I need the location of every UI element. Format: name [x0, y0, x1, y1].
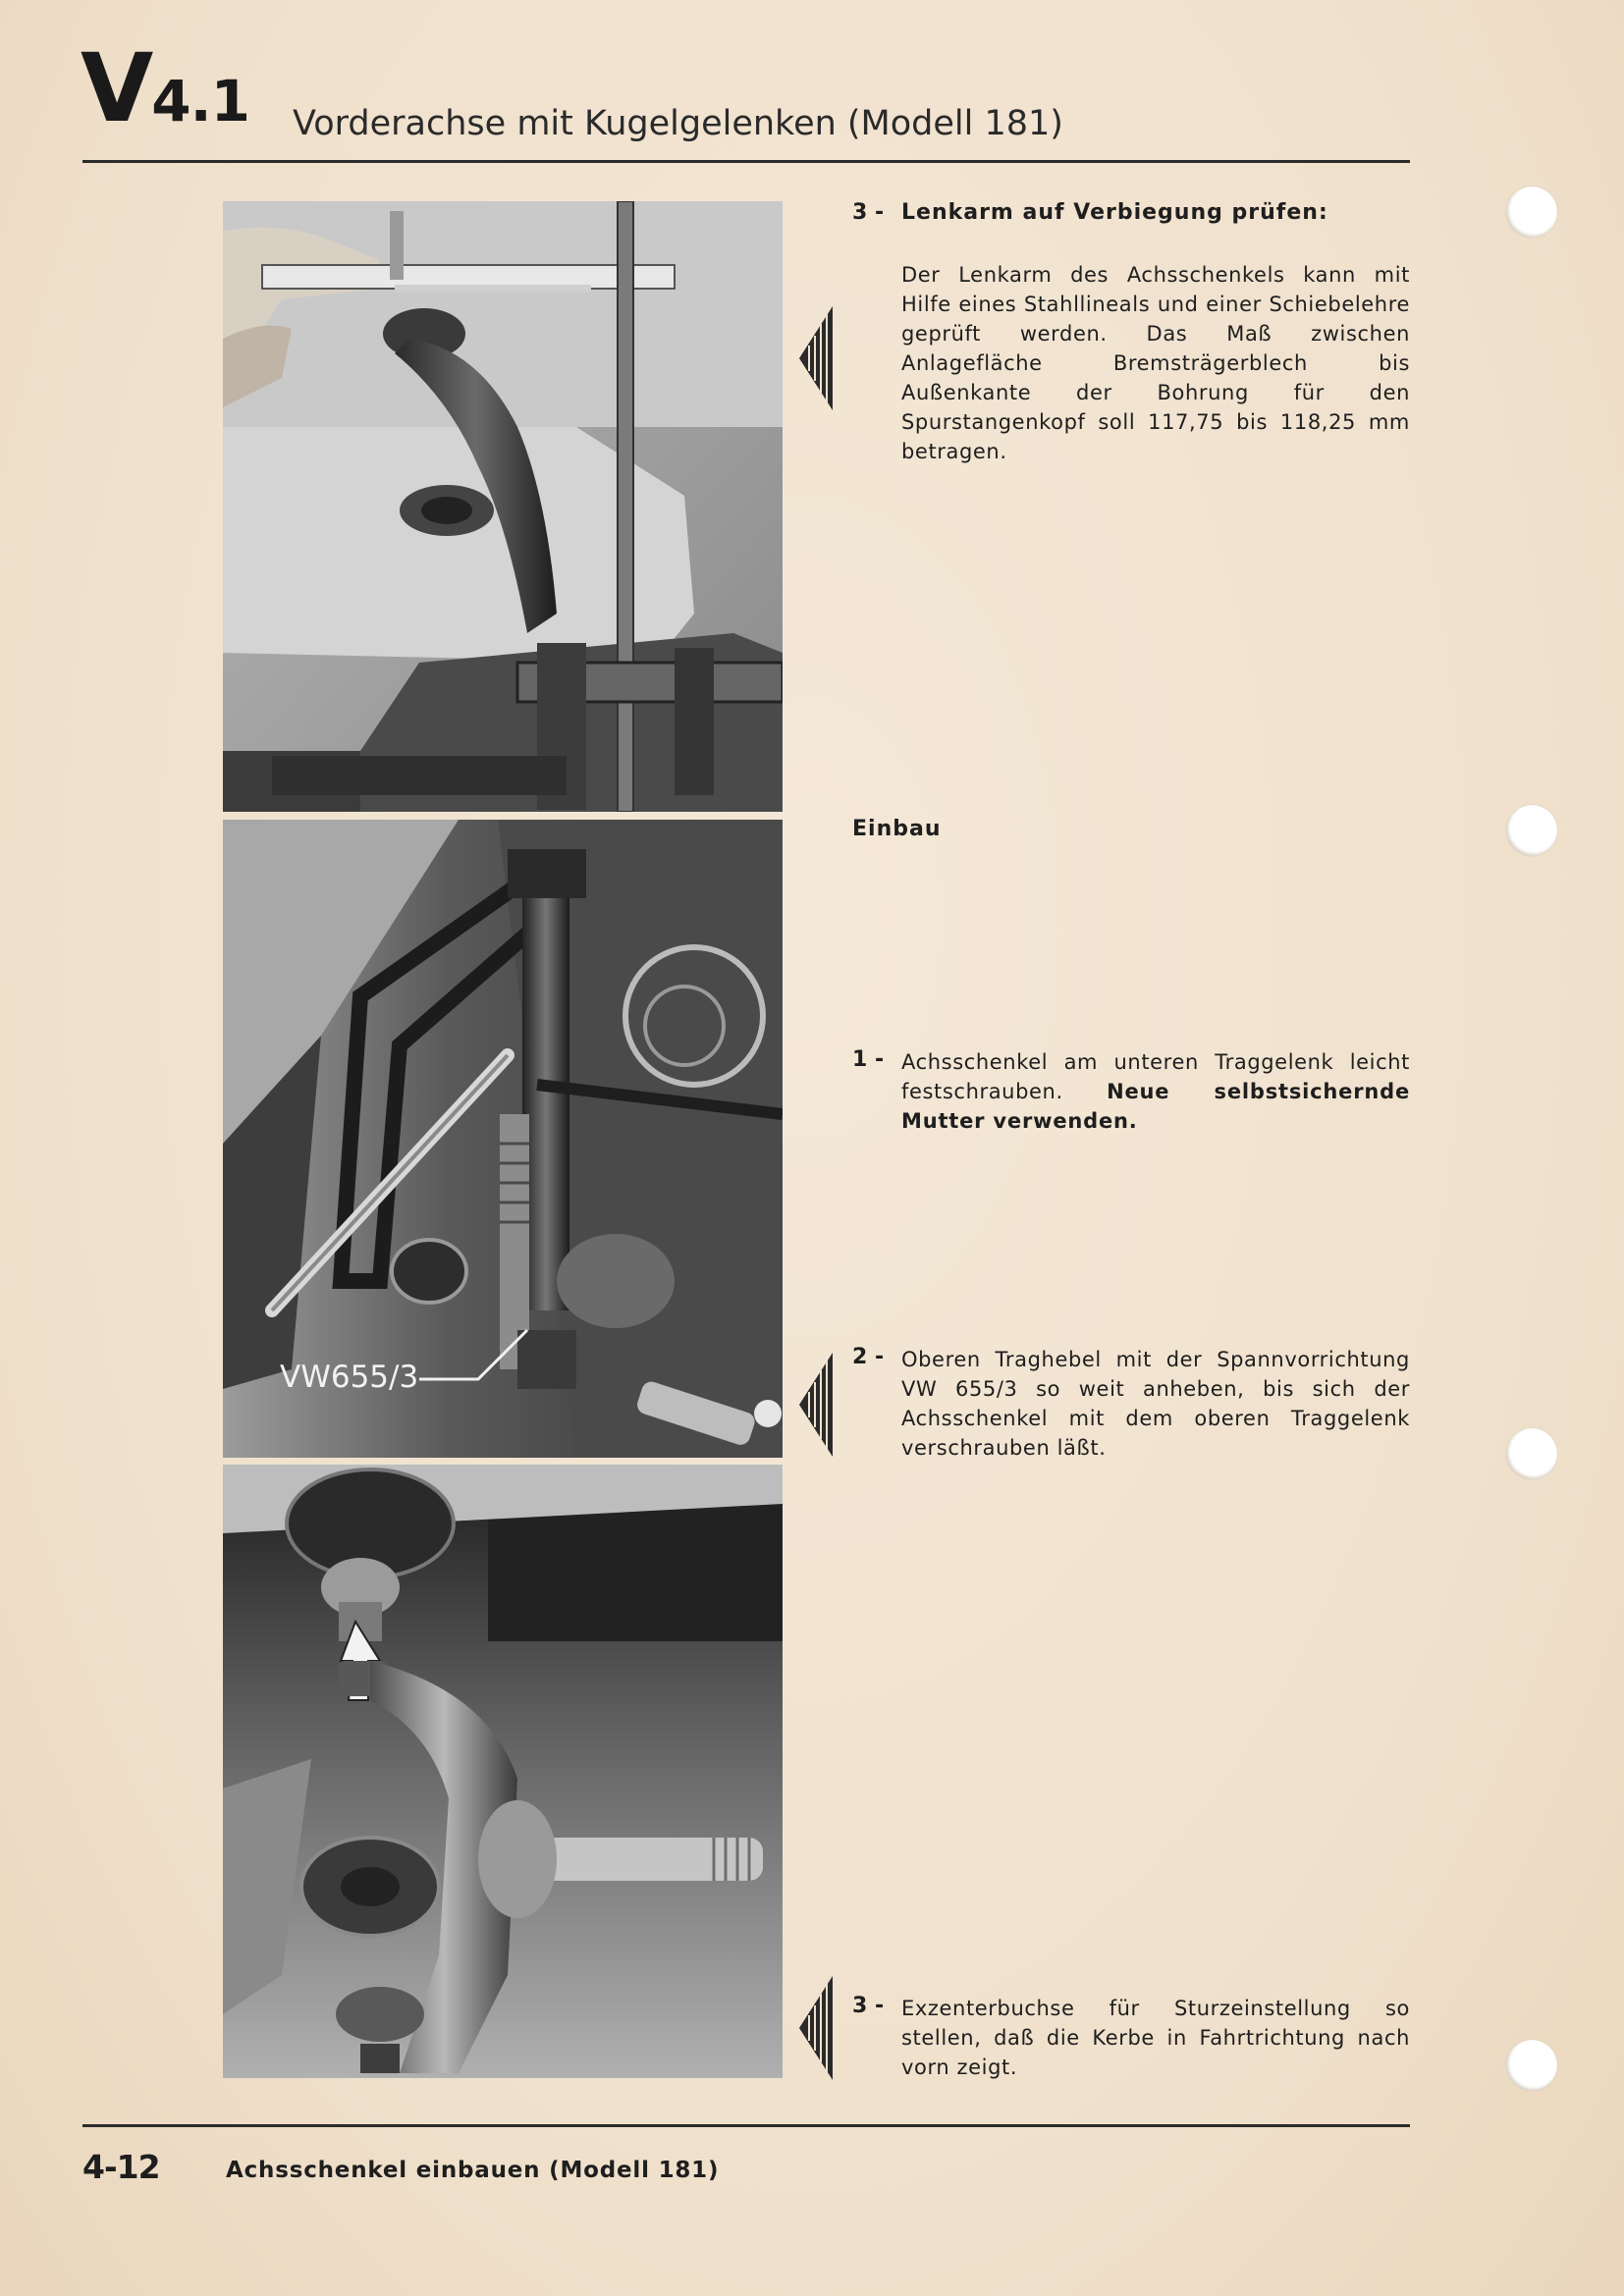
- install-step-2-number: 2 -: [852, 1345, 885, 1369]
- step-check-number: 3 -: [852, 200, 885, 225]
- chapter-subnumber: 4.1: [151, 68, 250, 134]
- pointer-left-icon: [797, 306, 837, 410]
- pointer-left-icon: [797, 1353, 837, 1457]
- tool-callout-label: VW655/3: [280, 1360, 419, 1395]
- punch-hole: [1506, 1428, 1557, 1479]
- step-check-text: Der Lenkarm des Achsschenkels kann mit Hilfe eines Stahllineals und einer Schiebelehre geprüft werden. Das Maß zwischen Anlagefläche Bremsträgerblech bis Außenkante der Bohrung für den Spurstangenkopf soll 117,75 bis 118,25 mm betragen.: [901, 263, 1410, 463]
- chapter-letter: V: [81, 33, 152, 143]
- section-title: Einbau: [852, 817, 942, 841]
- install-step-1-number: 1 -: [852, 1047, 885, 1072]
- punch-hole: [1506, 2040, 1557, 2091]
- install-step-2-text: Oberen Traghebel mit der Spannvorrichtung VW 655/3 so weit anheben, bis sich der Achsschenkel mit dem oberen Traggelenk verschrauben läßt.: [901, 1348, 1410, 1460]
- footer-rule: [82, 2124, 1410, 2127]
- chapter-number: [81, 33, 250, 143]
- pointer-left-icon: [797, 1976, 837, 2080]
- install-step-1-main: Achsschenkel am unteren Traggelenk leicht festschrauben.: [901, 1050, 1410, 1103]
- install-step-3-text: Exzenterbuchse für Sturzeinstellung so stellen, daß die Kerbe in Fahrtrichtung nach vorn zeigt.: [901, 1997, 1410, 2079]
- photo-steering-arm-measurement: [223, 201, 783, 812]
- footer-title: Achsschenkel einbauen (Modell 181): [226, 2158, 720, 2183]
- page-number: 4-12: [82, 2148, 160, 2186]
- header-rule: [82, 160, 1410, 163]
- install-step-1-text: [901, 1047, 1410, 1136]
- punch-hole: [1506, 187, 1557, 238]
- install-step-1-emphasis: Neue selbstsichernde Mutter verwenden.: [901, 1080, 1410, 1133]
- photo-eccentric-bushing: [223, 1465, 783, 2078]
- install-step-3-number: 3 -: [852, 1994, 885, 2018]
- punch-hole: [1506, 805, 1557, 856]
- page-title: Vorderachse mit Kugelgelenken (Modell 181): [293, 104, 1063, 143]
- step-check-title: Lenkarm auf Verbiegung prüfen:: [901, 200, 1328, 225]
- photo-upper-arm-spring-compressor: [223, 820, 783, 1458]
